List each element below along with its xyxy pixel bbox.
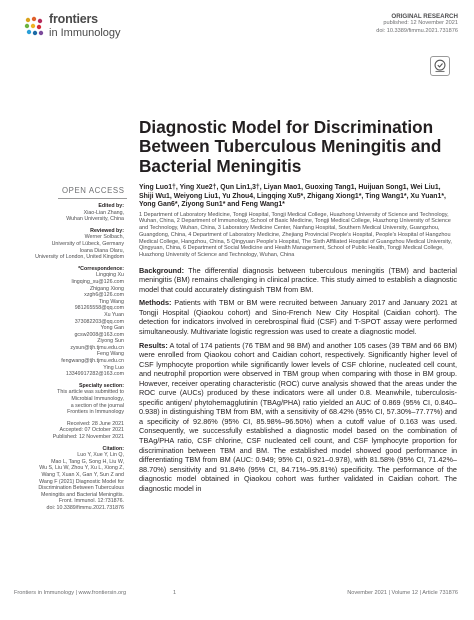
corr-name: Xu Yuan — [104, 311, 124, 318]
published-date: published: 12 November 2021 — [383, 20, 458, 27]
editor-line: Wuhan University, China — [66, 216, 124, 223]
brand-name: frontiers — [49, 12, 98, 26]
doi-link[interactable]: doi: 10.3389/fimmu.2021.731876 — [376, 27, 458, 34]
corr-email[interactable]: fengwang@tjh.tjmu.edu.cn — [61, 358, 124, 365]
open-access-label: OPEN ACCESS — [62, 186, 125, 195]
reviewed-by-heading: Reviewed by: — [90, 227, 124, 234]
citation-line: Discrimination Between Tuberculous — [38, 485, 124, 492]
abstract-background — [139, 266, 457, 295]
corr-email[interactable]: 981265558@qq.com — [74, 305, 124, 312]
corr-email[interactable]: 13349917282@163.com — [65, 371, 124, 378]
reviewer-line: University of Lübeck, Germany — [51, 240, 124, 247]
methods-label: Methods: — [139, 298, 172, 308]
date-line: Accepted: 07 October 2021 — [59, 427, 124, 434]
footer-journal[interactable]: Frontiers in Immunology | www.frontiersin.org — [14, 590, 127, 596]
article-title: Diagnostic Model for Discrimination Between Tuberculous Meningitis and Bacterial Meningitis — [139, 117, 442, 176]
corr-email[interactable]: gcsw2008@163.com — [74, 331, 124, 338]
date-line: Received: 28 June 2021 — [66, 420, 124, 427]
citation-line: Wu S, Liu W, Zhou Y, Xu L, Xiong Z, — [39, 465, 124, 472]
editor-line: Xiao-Lian Zhang, — [83, 209, 124, 216]
article-body — [139, 184, 457, 497]
page-header — [0, 0, 474, 52]
corr-name: Yong Gan — [100, 325, 124, 332]
citation-line: Wang T, Xuan X, Gan Y, Sun Z and — [41, 471, 124, 478]
frontiers-logo[interactable] — [22, 12, 152, 44]
date-line: Published: 12 November 2021 — [52, 434, 124, 440]
check-for-updates-icon[interactable] — [430, 56, 450, 76]
edited-by-heading: Edited by: — [98, 203, 124, 209]
results-text: A total of 174 patients (76 TBM and 98 BM) and another 105 cases (39 TBM and 66 BM) were enrolled from Qiaokou cohort and Caidian cohort, respectively. Significantly higher level of CSF lymphocyte proportion while significantly lower levels of CSF chlorine, nucleated cell count, and neutrophil proportion were observed in TBM group when comparing with those in BM group. However, receiver operating characteristic (ROC) curve analysis showed that the areas under the ROC curve (AUCs) produced by these indicators were all under 0.8. Meanwhile, tuberculosis-specific antigen/ phytohemagglutinin (TBAg/PHA) ratio yielded an AUC of 0.869 (95% CI, 0.840–0.938) in distinguishing TBM from BM, with a sensitivity of 68.42% (95% CI, 57.30%–77.77%) and a specificity of 92.86% (95% CI, 85.98%–96.50%) when a cutoff value of 0.163 was used. Consequently, we successfully established a diagnostic model based on the combination of TBAg/PHA ratio, CSF chlorine, CSF nucleated cell count, and CSF lymphocyte proportion for discrimination between TBM and BM. The established model showed good performance in differentiating TBM from BM (AUC: 0.949; 95% CI, 0.921–0.978), with 81.58% (95% CI, 71.42%–88.70%) sensitivity and 91.84% (95% CI, 84.71%–95.81%) specificity. The performance of the diagnostic model obtained in Qiaokou cohort was further validated in Caidian cohort. The diagnostic model in — [139, 340, 457, 493]
page-number: 1 — [173, 590, 177, 596]
article-meta — [376, 13, 458, 35]
methods-text: Patients with TBM or BM were recruited between January 2017 and January 2021 at Tongji Hospital (Qiaokou cohort) and Sino-French New City Hospital (Caidian cohort). The detection for indicators involved in cerebrospinal fluid (CSF) and T-SPOT assay were performed simultaneously. Multivariate logistic regression was used to create a diagnostic model. — [139, 298, 457, 336]
frontiers-logo-icon — [22, 14, 46, 38]
reviewer-line: University of London, United Kingdom — [35, 254, 124, 261]
citation-heading: Citation: — [102, 445, 124, 452]
citation-line: Wang F (2021) Diagnostic Model for — [39, 478, 124, 485]
citation-line: Mao L, Tang G, Song H, Liu W, — [51, 458, 124, 465]
specialty-section-heading: Specialty section: — [78, 382, 124, 389]
author-list: Ying Luo1†, Ying Xue2†, Qun Lin1,3†, Liyan Mao1, Guoxing Tang1, Huijuan Song1, Wei Liu1, Shiji Wu1, Weiyong Liu1, Yu Zhou4, Lingqing Xu5*, Zhigang Xiong1*, Ting Wang1*, Xu Yuan1*, Yong Gan6*, Ziyong Sun1* and Feng Wang1* — [139, 184, 446, 209]
article-sidebar — [20, 203, 124, 512]
background-text: The differential diagnosis between tuberculous meningitis (TBM) and bacterial meningitis (BM) remains challenging in clinical practice. This study aimed to establish a diagnostic model that could accurately distinguish TBM from BM. — [139, 265, 457, 294]
corr-email[interactable]: lingqing_xu@126.com — [71, 278, 124, 285]
results-label: Results: — [139, 340, 168, 350]
section-line: a section of the journal — [70, 402, 124, 409]
corr-name: Feng Wang — [96, 351, 124, 358]
corr-name: Ting Wang — [98, 298, 124, 305]
abstract-methods — [139, 298, 457, 336]
correspondence-heading: *Correspondence: — [78, 265, 124, 272]
corr-email[interactable]: xzgh6@126.com — [84, 292, 124, 299]
corr-name: Ying Luo — [103, 364, 124, 371]
citation-line: Meningitis and Bacterial Meningitis. — [40, 491, 124, 498]
corr-name: Ziyong Sun — [97, 338, 124, 345]
reviewer-line: Ioana Diana Olaru, — [79, 247, 124, 254]
section-line: This article was submitted to — [57, 389, 124, 396]
section-line: Microbial Immunology, — [71, 396, 124, 403]
citation-line[interactable]: doi: 10.3389/fimmu.2021.731876 — [46, 504, 124, 511]
abstract — [139, 266, 457, 494]
section-line: Frontiers in Immunology — [67, 409, 124, 416]
divider — [58, 198, 127, 199]
corr-email[interactable]: zysun@tjh.tjmu.edu.cn — [70, 344, 124, 351]
journal-name: in Immunology — [49, 27, 121, 39]
corr-name: Lingqing Xu — [96, 272, 124, 279]
background-label: Background: — [139, 265, 184, 275]
citation-line: Front. Immunol. 12:731876. — [58, 498, 124, 505]
abstract-results — [139, 341, 457, 494]
affiliations: 1 Department of Laboratory Medicine, Tongji Hospital, Tongji Medical College, Huazhong University of Science and Technology, Wuhan, China, 2 Department of Immunology, School of Basic Medicine, Tongji Medical College, Huazhong University of Science and Technology, Wuhan, China, 3 Laboratory Medicine Center, Nanfang Hospital, Southern Medical University, Guangzhou, Guangdong, China, 4 Department of Laboratory Medicine, Zhejiang Provincial People's Hospital, People's Hospital of Hangzhou Medical College, Hangzhou, China, 5 Qingyuan People's Hospital, The Sixth Affiliated Hospital of Guangzhou Medical University, Qingyuan, China, 6 Department of Social Medicine and Health Management, School of Public Health, Tongji Medical College, Huazhong University of Science and Technology, Wuhan, China — [139, 211, 452, 258]
citation-line: Luo Y, Xue Y, Lin Q, — [77, 452, 124, 459]
article-type: ORIGINAL RESEARCH — [391, 13, 458, 20]
corr-email[interactable]: 373082203@qq.com — [74, 318, 124, 325]
reviewer-line: Werner Solbach, — [84, 234, 124, 241]
corr-name: Zhigang Xiong — [89, 285, 124, 292]
footer-volume: November 2021 | Volume 12 | Article 731876 — [347, 590, 458, 596]
